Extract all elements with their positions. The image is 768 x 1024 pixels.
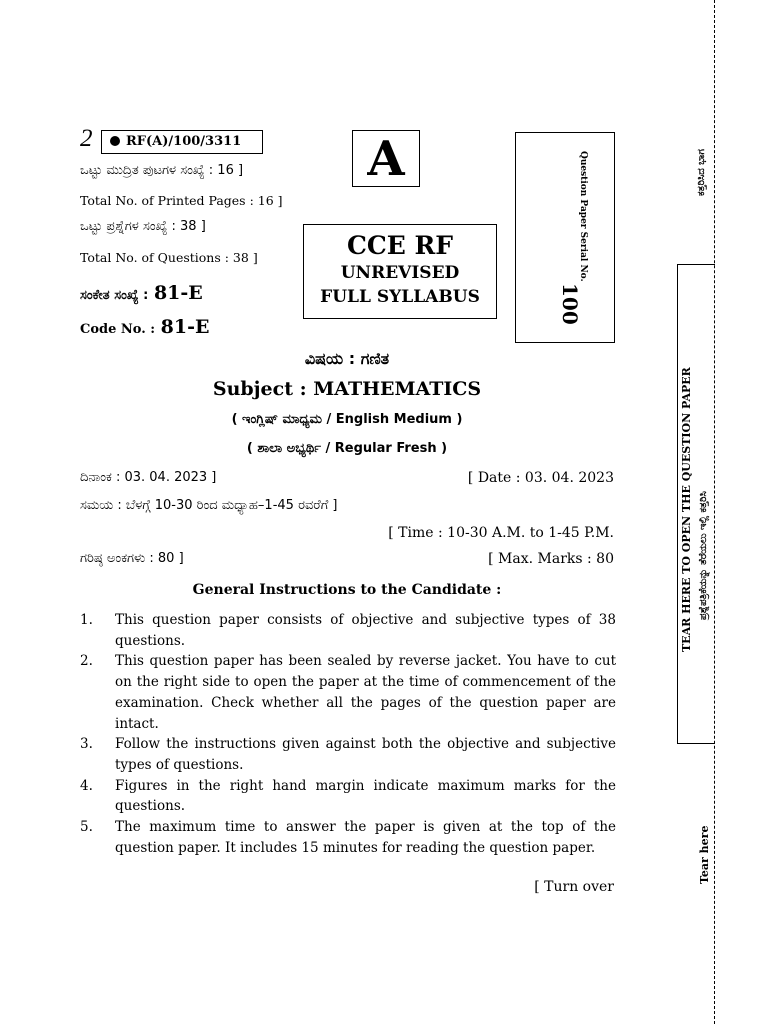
exam-type-box <box>303 224 497 319</box>
item-number: 4. <box>80 777 93 794</box>
medium-line: ( ಇಂಗ್ಲಿಷ್ ಮಾಧ್ಯಮ / English Medium ) <box>231 412 463 427</box>
subject-title: Subject : MATHEMATICS <box>212 378 482 400</box>
item-number: 3. <box>80 736 93 753</box>
list-item <box>80 651 616 734</box>
list-item <box>80 776 616 817</box>
date-kn: ದಿನಾಂಕ : 03. 04. 2023 ] <box>80 470 217 485</box>
bullet-icon <box>110 136 120 146</box>
time-kn: ಸಮಯ : ಬೆಳಗ್ಗೆ 10-30 ರಿಂದ ಮಧ್ಯಾಹ–1-45 ರವರೆಗೆ ] <box>80 498 338 513</box>
serial-number-box <box>515 132 615 343</box>
tear-instruction-en: TEAR HERE TO OPEN THE QUESTION PAPER <box>680 367 693 652</box>
instructions-list <box>80 610 616 858</box>
item-number: 5. <box>80 819 93 836</box>
item-text: This question paper consists of objective and subjective types of 38 questions. <box>115 612 616 649</box>
marks-en: [ Max. Marks : 80 <box>488 551 614 567</box>
instructions-title: General Instructions to the Candidate : <box>192 582 502 598</box>
code-kn-line <box>80 282 203 304</box>
item-text: This question paper has been sealed by reverse jacket. You have to cut on the right side to open the paper at the time of commencement of the examination. Check whether all the pages of the question paper are intact. <box>115 653 616 732</box>
code-en-line <box>80 316 209 338</box>
candidate-type-line: ( ಶಾಲಾ ಅಭ್ಯರ್ಥಿ / Regular Fresh ) <box>246 441 448 456</box>
list-item <box>80 817 616 858</box>
list-item <box>80 610 616 651</box>
list-item <box>80 734 616 775</box>
serial-number: 100 <box>558 283 582 325</box>
item-number: 2. <box>80 653 93 670</box>
paper-code: RF(A)/100/3311 <box>126 134 242 149</box>
item-text: Figures in the right hand margin indicate maximum marks for the questions. <box>115 777 616 815</box>
paper-code-box <box>101 130 263 154</box>
code-en-value: 81-E <box>160 316 210 338</box>
subject-kn: ವಿಷಯ : ಗಣಿತ <box>304 349 390 368</box>
code-kn-label: ಸಂಕೇತ ಸಂಖ್ಯೆ : <box>80 288 149 303</box>
item-number: 1. <box>80 612 93 628</box>
tear-instruction-kn: ಪ್ರಶ್ನೆಪತ್ರಿಕೆಯನ್ನು ತೆರೆಯಲು ಇಲ್ಲಿ ಕತ್ತರಿಸಿ <box>698 491 709 620</box>
questions-kn: ಒಟ್ಟು ಪ್ರಶ್ನೆಗಳ ಸಂಖ್ಯೆ : 38 ] <box>80 219 206 234</box>
page-number: 2 <box>80 125 93 152</box>
printed-pages-en: Total No. of Printed Pages : 16 ] <box>80 193 283 208</box>
item-text: Follow the instructions given against both the objective and subjective types of questions. <box>115 736 616 773</box>
serial-label: Question Paper Serial No. <box>578 151 588 282</box>
exam-subtitle-1: UNREVISED <box>340 263 460 283</box>
printed-pages-kn: ಒಟ್ಟು ಮುದ್ರಿತ ಪುಟಗಳ ಸಂಖ್ಯೆ : 16 ] <box>80 163 244 178</box>
exam-title: CCE RF <box>346 231 454 260</box>
cut-here-kn: ಕತ್ತರಿಸಿದ ಭಾಗ <box>696 149 707 196</box>
code-kn-value: 81-E <box>153 282 203 304</box>
date-en: [ Date : 03. 04. 2023 <box>467 470 614 486</box>
turn-over-label: [ Turn over <box>534 879 614 895</box>
item-text: The maximum time to answer the paper is given at the top of the question paper. It includes 15 minutes for reading the question paper. <box>115 819 616 856</box>
code-en-label: Code No. : <box>80 322 156 337</box>
time-en: [ Time : 10-30 A.M. to 1-45 P.M. <box>388 525 614 541</box>
marks-kn: ಗರಿಷ್ಠ ಅಂಕಗಳು : 80 ] <box>80 551 184 566</box>
version-box: A <box>352 130 420 187</box>
questions-en: Total No. of Questions : 38 ] <box>80 250 258 265</box>
tear-here-label: Tear here <box>698 825 711 884</box>
exam-subtitle-2: FULL SYLLABUS <box>320 287 480 307</box>
